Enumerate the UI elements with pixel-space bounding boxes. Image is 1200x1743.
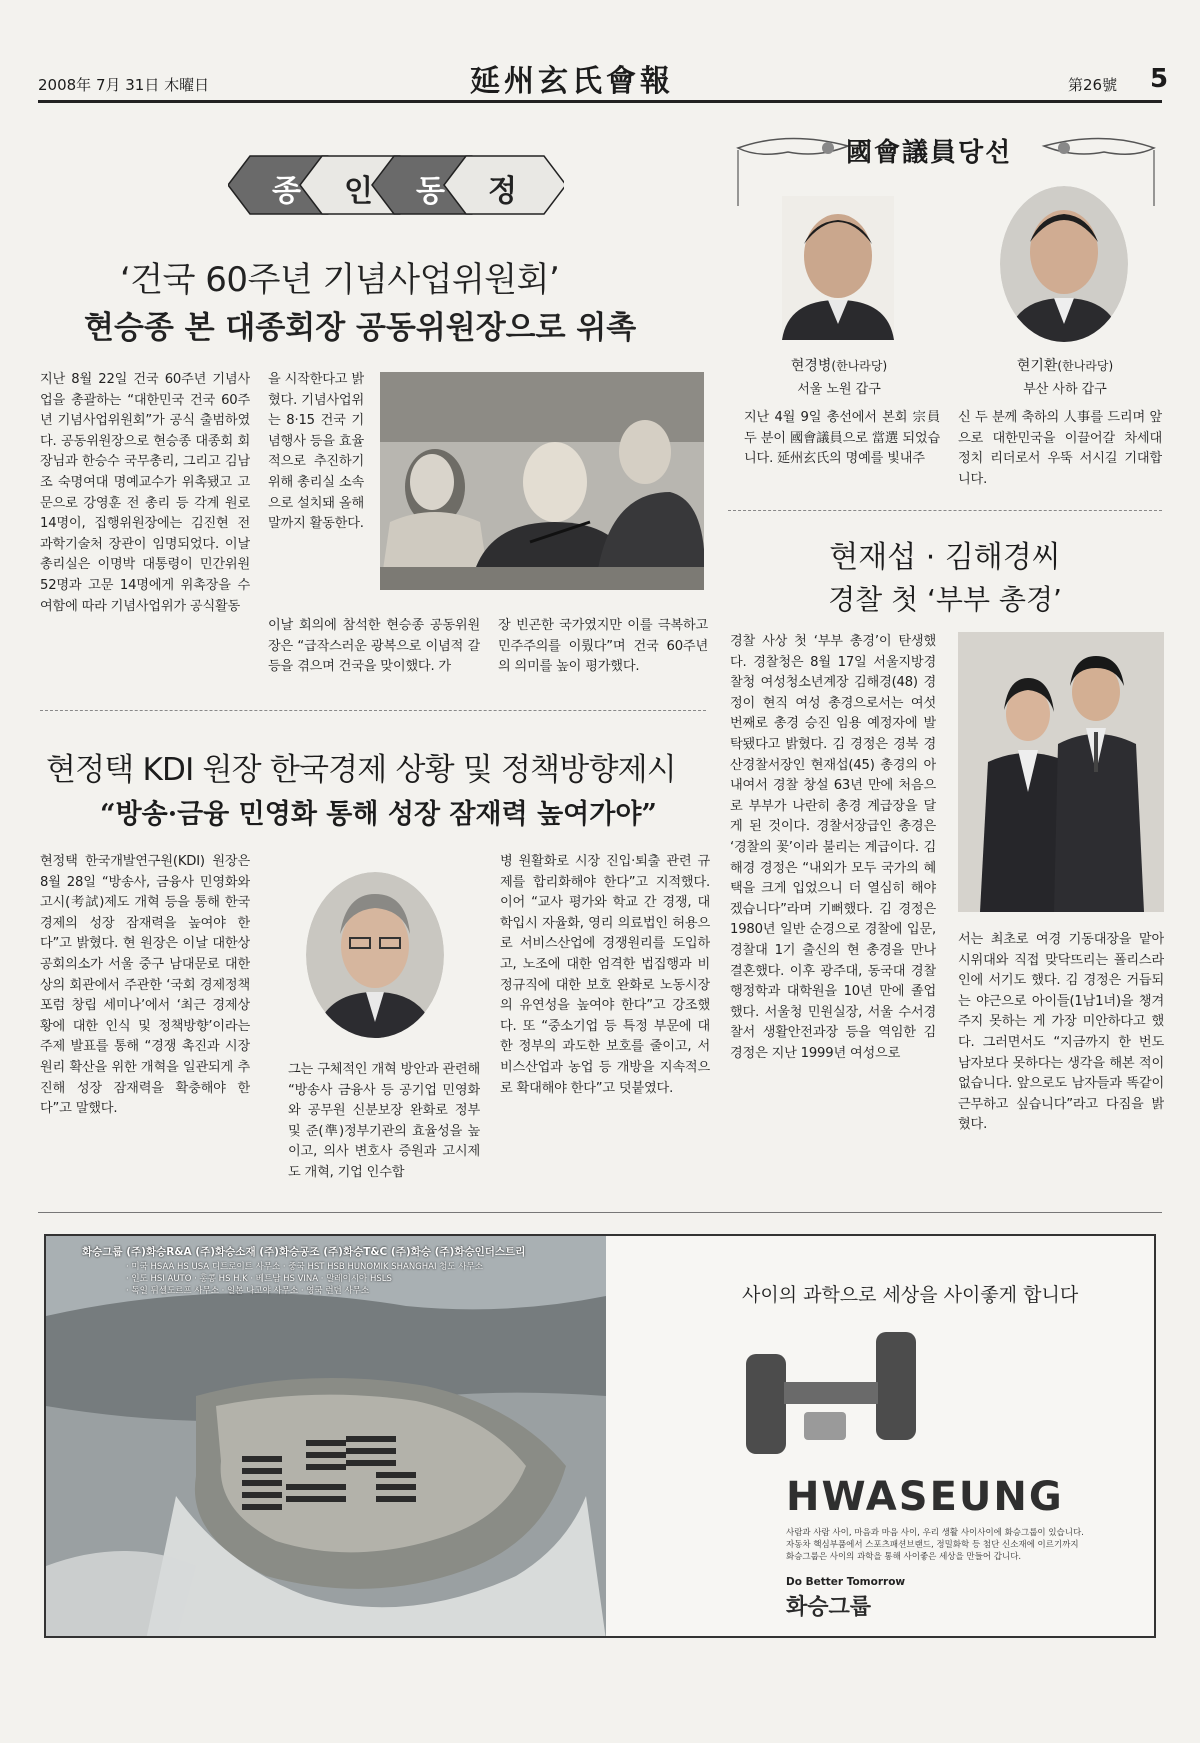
hwaseung-advertisement — [44, 1234, 1156, 1638]
content-bottom-rule — [38, 1212, 1162, 1213]
article1-column-2a: 을 시작한다고 밝혔다. 기념사업위는 8·15 건국 기념행사 등을 효율적으로 추진하기 위해 총리실 소속으로 설치돼 올해 말까지 활동한다. — [268, 372, 364, 532]
article3-headline-1: 현재섭 · 김해경씨 — [829, 540, 1061, 575]
article2-subheadline: “방송·금융 민영화 통해 성장 잠재력 높여가야” — [100, 799, 657, 830]
article3-headline-2: 경찰 첫 ‘부부 총경’ — [828, 583, 1062, 616]
badge-char-1: 종 — [272, 174, 301, 209]
assembly-bottom-rule — [728, 510, 1162, 511]
member-2-caption — [970, 355, 1160, 375]
article3-column-2: 서는 최초로 여경 기동대장을 맡아 시위대와 직접 맞닥뜨리는 폴리스라인에 서기도 했다. 김 경정은 거듭되는 야근으로 아이들(1남1녀)을 챙겨주지 못하는 게 가장 미안하다고 했다. 그러면서도 “지금까지 한 번도 남자보다 못하다는 생각을 해본 적이 없습니다. 앞으로도 남자들과 똑같이 근무하고 싶습니다”라고 다짐을 밝혔다. — [958, 932, 1164, 1133]
member-1-caption — [746, 355, 932, 375]
issue-date: 2008年 7月 31日 木曜日 — [38, 76, 210, 94]
member-1-portrait — [782, 196, 894, 340]
assembly-banner-title: 國會議員당선 — [846, 138, 1013, 168]
ad-coast-photo — [46, 1236, 606, 1638]
member-1-name: 현경병 — [790, 358, 832, 374]
kdi-director-photo — [306, 872, 444, 1038]
header-rule — [38, 100, 1162, 103]
article1-column-3: 장 빈곤한 국가였지만 이를 극복하고 민주주의를 이뤘다”며 건국 60주년의 의미를 높이 평가했다. — [498, 618, 708, 675]
ad-group-line: 화승그룹 (주)화승R&A (주)화승소재 (주)화승공조 (주)화승T&C (주)화승 (주)화승인더스트리 — [82, 1246, 526, 1258]
member-2-portrait — [1000, 186, 1128, 342]
ad-brand-wordmark: HWASEUNG — [786, 1474, 1064, 1520]
member-1-photo — [782, 196, 894, 340]
meeting-photo-image — [380, 372, 704, 590]
article3-column-1: 경찰 사상 첫 ‘부부 총경’이 탄생했다. 경찰청은 8월 17일 서울지방경찰청 여성청소년계장 김해경(48) 경정이 현직 여성 총경으로서는 여섯 번째로 총경 승진 임용 예정자에 발탁됐다고 밝혔다. 김 경정은 경북 경산경찰서장인 현재섭(45) 총경의 아내여서 경찰 창설 63년 만에 처음으로 부부가 나란히 총경 계급장을 달게 된 것이다. 경찰서장급인 총경은 ‘경찰의 꽃’이라 불리는 계급이다. 김해경 경정은 “내외가 모두 국가의 혜택을 크게 입었으니 더 열심히 해야겠습니다”라며 기뻐했다. 김 경정은 1980년 일반 순경으로 경찰에 입문, 경찰대 1기 출신의 현 총경을 만나 결혼했다. 이후 광주대, 동국대 경찰행정학과 대학원을 10년 만에 졸업했다. 서울청 민원실장, 서울 수서경찰서 생활안전과장 등을 역임한 김 경정은 지난 1999년 여성으로 — [730, 634, 936, 1061]
ad-description-2: 자동차 핵심부품에서 스포츠패션브랜드, 정밀화학 등 첨단 신소재에 이르기까지 — [786, 1540, 1079, 1550]
article2-headline: 현정택 KDI 원장 한국경제 상황 및 정책방향제시 — [46, 752, 676, 788]
section-badge — [228, 150, 564, 220]
ad-description-1: 사람과 사람 사이, 마음과 마음 사이, 우리 생활 사이사이에 화승그룹이 있습니다. — [786, 1528, 1084, 1538]
article2-column-1: 현정택 한국개발연구원(KDI) 원장은 8월 28일 “방송사, 금융사 민영화와 고시(考試)제도 개혁 등을 통해 한국 경제의 성장 잠재력을 높여야 한다”고 밝혔다. 현 원장은 이날 대한상공회의소가 서울 중구 남대문로 대한상의 회관에서 주관한 ‘국회 경제정책 포럼 창립 세미나’에서 ‘최근 경제상황에 대한 인식 및 정책방향’이라는 주제 발표를 통해 “경쟁 촉진과 시장원리 확산을 위한 개혁을 일관되게 추진해 성장 잠재력을 확충해야 한다”고 말했다. — [40, 854, 250, 1117]
article1-bottom-rule — [40, 710, 706, 711]
ad-offices-3: · 독일 뒤셀도르프 사무소 · 일본 나고야 사무소 · 영국 런던 사무소 — [126, 1286, 370, 1296]
article1-column-1: 지난 8월 22일 건국 60주년 기념사업을 총괄하는 “대한민국 건국 60주년 기념사업위원회”가 공식 출범하였다. 공동위원장으로 현승종 대종회 회장님과 한승수 국무총리, 그리고 김남조 숙명여대 명예교수가 위촉됐고 고문으로 강영훈 전 총리 등 각계 원로 14명이, 집행위원장에는 김진현 전 과학기술처 장관이 임명되었다. 이날 총리실은 이명박 대통령이 민간위원 52명과 고문 14명에게 위촉장을 수여함에 따라 기념사업위가 공식활동 — [40, 372, 250, 614]
article3-couple-photo — [958, 632, 1164, 912]
ad-offices-1: · 미국 HSAA HS USA 디트로이트 사무소 · 중국 HST HSB HUNOMIK SHANGHAI 청도 사무소 — [126, 1262, 483, 1272]
ad-group-name: 화승그룹 — [786, 1595, 872, 1620]
assembly-text-right: 신 두 분께 축하의 人事를 드리며 앞으로 대한민국을 이끌어갈 차세대 정치 리더로서 우뚝 서시길 기대합니다. — [958, 410, 1162, 487]
ad-description-3: 화승그룹은 사이의 과학을 통해 사이좋은 세상을 만들어 갑니다. — [786, 1552, 1022, 1562]
member-2-photo — [1000, 186, 1128, 342]
hs-logo-icon — [746, 1332, 926, 1462]
issue-number: 第26號 — [1068, 76, 1118, 94]
badge-char-2: 인 — [344, 174, 373, 209]
member-1-district: 서울 노원 갑구 — [797, 382, 881, 397]
member-2-name: 현기환 — [1016, 358, 1058, 374]
article2-column-2: 그는 구체적인 개혁 방안과 관련해 “방송사 금융사 등 공기업 민영화와 공무원 신분보장 완화로 정부 및 준(準)정부기관의 효율성을 높이고, 의사 변호사 증원과 고시제도 개혁, 기업 인수합 — [288, 1062, 480, 1180]
article1-headline: ‘건국 60주년 기념사업위원회’ — [120, 260, 560, 300]
member-2-district: 부산 사하 갑구 — [1023, 382, 1107, 397]
hwaseung-logo-mark — [746, 1332, 926, 1462]
coast-image — [46, 1236, 606, 1638]
article1-meeting-photo — [380, 372, 704, 590]
ad-offices-2: · 인도 HSI AUTO · 홍콩 HS H.K · 베트남 HS VINA · 말레이시아 HSLS — [126, 1274, 392, 1284]
kdi-director-portrait — [306, 872, 444, 1038]
article1-column-2b: 이날 회의에 참석한 현승종 공동위원장은 “급작스러운 광복으로 이념적 갈등을 겪으며 건국을 맞이했다. 가 — [268, 618, 480, 675]
member-1-party: (한나라당) — [831, 359, 888, 373]
assembly-text-left: 지난 4월 9일 총선에서 본회 宗員 두 분이 國會議員으로 當選 되었습니다. 延州玄氏의 명예를 빛내주 — [744, 410, 940, 467]
badge-char-4: 정 — [488, 174, 517, 209]
ad-slogan: Do Better Tomorrow — [786, 1576, 906, 1588]
article2-column-3: 병 원활화로 시장 진입·퇴출 관련 규제를 합리화해야 한다”고 지적했다. 이어 “교사 평가와 학교 간 경쟁, 대학입시 자율화, 영리 의료법인 허용으로 서비스산업에 경쟁원리를 도입하고, 노조에 대한 엄격한 법집행과 비정규직에 대한 보호 완화로 노동시장의 유연성을 높여야 한다”고 강조했다. 또 “중소기업 등 특정 부문에 대한 정부의 과도한 보호를 줄이고, 서비스산업과 농업 등 개방을 지속적으로 확대해야 한다”고 덧붙였다. — [500, 854, 710, 1096]
member-2-party: (한나라당) — [1057, 359, 1114, 373]
article1-subheadline: 현승종 본 대종회장 공동위원장으로 위촉 — [84, 310, 637, 346]
badge-char-3: 동 — [416, 174, 445, 209]
couple-photo-image — [958, 632, 1164, 912]
ad-tagline: 사이의 과학으로 세상을 사이좋게 합니다 — [742, 1284, 1079, 1306]
masthead: 延州玄氏會報 — [470, 64, 674, 99]
page-number: 5 — [1150, 64, 1169, 94]
